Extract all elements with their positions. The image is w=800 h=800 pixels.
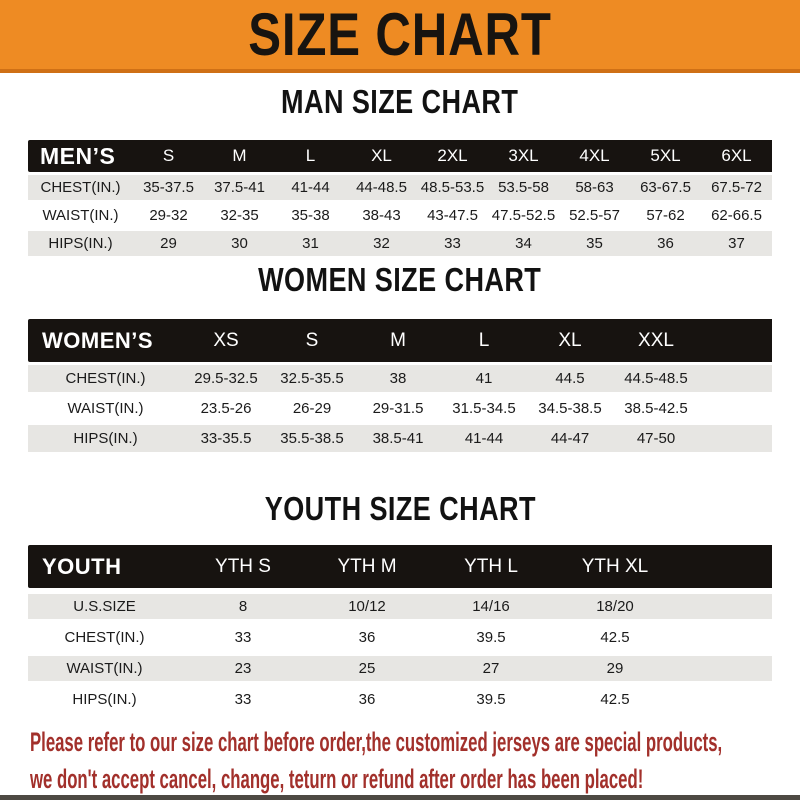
row-label: WAIST(IN.) bbox=[28, 395, 183, 422]
table-header-row bbox=[28, 319, 772, 362]
size-value: 47-50 bbox=[613, 425, 699, 452]
size-value: 44.5-48.5 bbox=[613, 365, 699, 392]
column-header: XXL bbox=[613, 319, 699, 362]
size-value: 33 bbox=[181, 625, 305, 650]
size-value: 27 bbox=[429, 656, 553, 681]
size-value: 26-29 bbox=[269, 395, 355, 422]
size-value: 44-48.5 bbox=[346, 175, 417, 200]
size-value: 37.5-41 bbox=[204, 175, 275, 200]
size-value: 62-66.5 bbox=[701, 203, 772, 228]
size-value: 33 bbox=[417, 231, 488, 256]
size-value bbox=[677, 656, 772, 681]
row-label: CHEST(IN.) bbox=[28, 365, 183, 392]
size-value: 36 bbox=[305, 687, 429, 712]
size-value: 36 bbox=[630, 231, 701, 256]
column-header: YTH XL bbox=[553, 545, 677, 588]
size-value: 10/12 bbox=[305, 594, 429, 619]
table-row bbox=[28, 594, 772, 619]
column-header: 3XL bbox=[488, 140, 559, 172]
size-value: 42.5 bbox=[553, 687, 677, 712]
size-value: 23 bbox=[181, 656, 305, 681]
men-size-table bbox=[28, 137, 772, 259]
size-value: 34 bbox=[488, 231, 559, 256]
banner bbox=[0, 0, 800, 73]
size-value: 42.5 bbox=[553, 625, 677, 650]
size-value: 35-37.5 bbox=[133, 175, 204, 200]
size-value: 34.5-38.5 bbox=[527, 395, 613, 422]
size-value: 35-38 bbox=[275, 203, 346, 228]
size-value: 38-43 bbox=[346, 203, 417, 228]
column-header: 4XL bbox=[559, 140, 630, 172]
column-header: XL bbox=[527, 319, 613, 362]
size-value: 39.5 bbox=[429, 625, 553, 650]
table-row bbox=[28, 203, 772, 228]
size-value: 29 bbox=[133, 231, 204, 256]
size-value bbox=[677, 625, 772, 650]
size-value: 38 bbox=[355, 365, 441, 392]
size-value: 58-63 bbox=[559, 175, 630, 200]
row-label: WAIST(IN.) bbox=[28, 203, 133, 228]
column-header: 6XL bbox=[701, 140, 772, 172]
size-value: 38.5-41 bbox=[355, 425, 441, 452]
women-section-heading-text: WOMEN SIZE CHART bbox=[258, 261, 542, 298]
table-row bbox=[28, 365, 772, 392]
row-label: WAIST(IN.) bbox=[28, 656, 181, 681]
row-label: HIPS(IN.) bbox=[28, 425, 183, 452]
column-header bbox=[699, 319, 772, 362]
column-header: S bbox=[133, 140, 204, 172]
size-value: 25 bbox=[305, 656, 429, 681]
size-value: 14/16 bbox=[429, 594, 553, 619]
table-row bbox=[28, 625, 772, 650]
size-value: 47.5-52.5 bbox=[488, 203, 559, 228]
size-value: 43-47.5 bbox=[417, 203, 488, 228]
women-section-heading bbox=[0, 262, 800, 298]
table-row bbox=[28, 656, 772, 681]
man-section-heading bbox=[0, 84, 800, 120]
table-title-cell: YOUTH bbox=[28, 545, 181, 588]
column-header: YTH M bbox=[305, 545, 429, 588]
size-value: 32 bbox=[346, 231, 417, 256]
size-value: 31.5-34.5 bbox=[441, 395, 527, 422]
column-header bbox=[677, 545, 772, 588]
size-value: 33-35.5 bbox=[183, 425, 269, 452]
size-value bbox=[699, 395, 772, 422]
size-value: 57-62 bbox=[630, 203, 701, 228]
footer-line-1: Please refer to our size chart before order,the customized jerseys are special products, bbox=[30, 727, 723, 757]
column-header: L bbox=[441, 319, 527, 362]
women-size-table bbox=[28, 316, 772, 455]
column-header: M bbox=[204, 140, 275, 172]
column-header: 5XL bbox=[630, 140, 701, 172]
size-value bbox=[677, 687, 772, 712]
row-label: CHEST(IN.) bbox=[28, 175, 133, 200]
column-header: YTH L bbox=[429, 545, 553, 588]
size-value: 23.5-26 bbox=[183, 395, 269, 422]
youth-section-heading-text: YOUTH SIZE CHART bbox=[264, 490, 536, 527]
row-label: HIPS(IN.) bbox=[28, 687, 181, 712]
size-value: 32.5-35.5 bbox=[269, 365, 355, 392]
table-header-row bbox=[28, 140, 772, 172]
column-header: XL bbox=[346, 140, 417, 172]
size-value: 29.5-32.5 bbox=[183, 365, 269, 392]
table-row bbox=[28, 175, 772, 200]
size-value: 39.5 bbox=[429, 687, 553, 712]
size-value: 41-44 bbox=[441, 425, 527, 452]
size-value: 29 bbox=[553, 656, 677, 681]
size-value: 41-44 bbox=[275, 175, 346, 200]
size-value: 35 bbox=[559, 231, 630, 256]
size-value: 38.5-42.5 bbox=[613, 395, 699, 422]
row-label: CHEST(IN.) bbox=[28, 625, 181, 650]
column-header: XS bbox=[183, 319, 269, 362]
row-label: U.S.SIZE bbox=[28, 594, 181, 619]
size-value: 44-47 bbox=[527, 425, 613, 452]
table-row bbox=[28, 425, 772, 452]
footer-note bbox=[30, 724, 800, 798]
size-value: 30 bbox=[204, 231, 275, 256]
size-value: 32-35 bbox=[204, 203, 275, 228]
size-value: 33 bbox=[181, 687, 305, 712]
table-row bbox=[28, 687, 772, 712]
column-header: M bbox=[355, 319, 441, 362]
table-row bbox=[28, 395, 772, 422]
column-header: YTH S bbox=[181, 545, 305, 588]
size-value: 18/20 bbox=[553, 594, 677, 619]
size-value: 36 bbox=[305, 625, 429, 650]
size-value: 31 bbox=[275, 231, 346, 256]
column-header: S bbox=[269, 319, 355, 362]
size-value: 44.5 bbox=[527, 365, 613, 392]
table-header-row bbox=[28, 545, 772, 588]
size-value: 48.5-53.5 bbox=[417, 175, 488, 200]
row-label: HIPS(IN.) bbox=[28, 231, 133, 256]
size-value: 8 bbox=[181, 594, 305, 619]
size-value bbox=[699, 365, 772, 392]
table-row bbox=[28, 231, 772, 256]
size-value: 37 bbox=[701, 231, 772, 256]
column-header: 2XL bbox=[417, 140, 488, 172]
size-value: 67.5-72 bbox=[701, 175, 772, 200]
size-value: 29-31.5 bbox=[355, 395, 441, 422]
bottom-strip bbox=[0, 795, 800, 800]
youth-section-heading bbox=[0, 491, 800, 527]
table-title-cell: WOMEN’S bbox=[28, 319, 183, 362]
size-value: 29-32 bbox=[133, 203, 204, 228]
page-title: SIZE CHART bbox=[248, 0, 552, 68]
youth-size-table bbox=[28, 539, 772, 718]
man-section-heading-text: MAN SIZE CHART bbox=[281, 83, 519, 120]
size-value: 41 bbox=[441, 365, 527, 392]
size-value bbox=[677, 594, 772, 619]
column-header: L bbox=[275, 140, 346, 172]
size-value: 52.5-57 bbox=[559, 203, 630, 228]
size-value bbox=[699, 425, 772, 452]
size-value: 63-67.5 bbox=[630, 175, 701, 200]
table-title-cell: MEN’S bbox=[28, 140, 133, 172]
size-value: 53.5-58 bbox=[488, 175, 559, 200]
size-value: 35.5-38.5 bbox=[269, 425, 355, 452]
footer-line-2: we don't accept cancel, change, teturn or refund after order has been placed! bbox=[30, 764, 644, 794]
